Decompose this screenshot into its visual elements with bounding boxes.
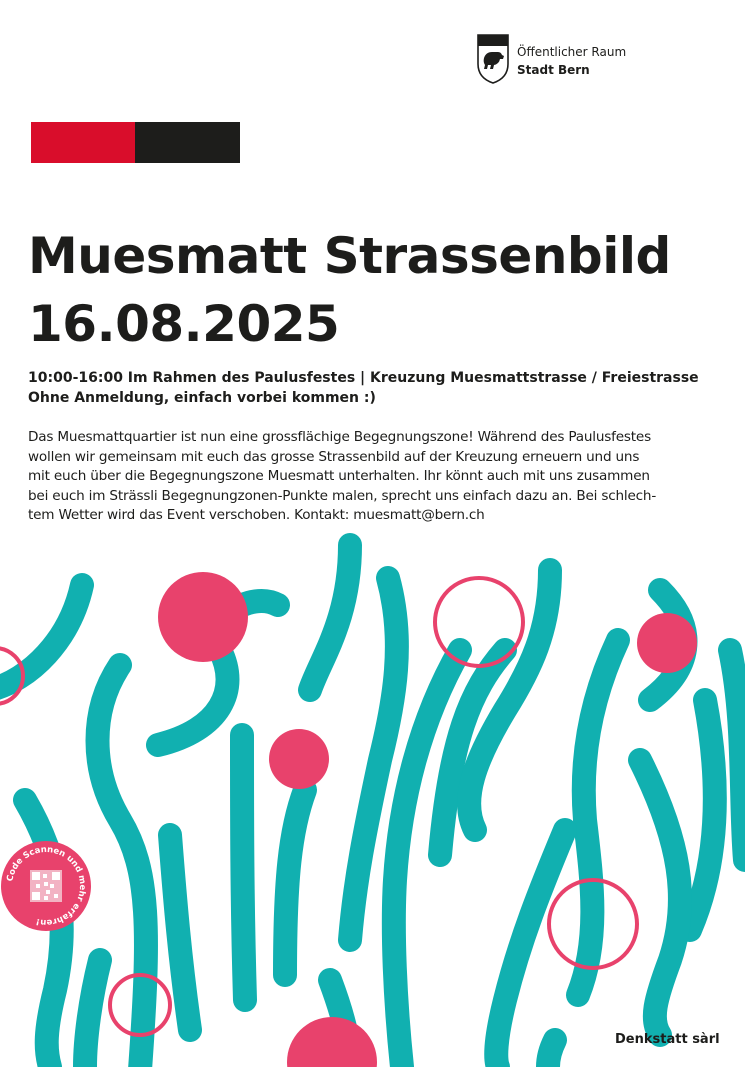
teal-line xyxy=(285,790,305,975)
pink-ring xyxy=(435,578,523,666)
pink-dot xyxy=(269,729,329,789)
qr-badge[interactable] xyxy=(0,840,92,932)
date-line: 16.08.2025 xyxy=(28,295,340,353)
pink-dot xyxy=(287,1017,377,1067)
teal-line xyxy=(578,640,618,995)
teal-line xyxy=(730,650,745,860)
description-line: wollen wir gemeinsam mit euch das grosse Strassenbild auf der Kreuzung erneuern und uns xyxy=(28,448,640,465)
info-line-2: Ohne Anmeldung, einfach vorbei kommen :) xyxy=(28,390,376,406)
description-line: tem Wetter wird das Event verschoben. Kontakt: muesmatt@bern.ch xyxy=(28,507,485,524)
teal-line xyxy=(310,545,350,690)
black-color-bar xyxy=(135,122,240,163)
teal-line xyxy=(242,735,245,1000)
teal-line xyxy=(85,960,100,1067)
qr-badge-text: Code Scannen und mehr erfahren! xyxy=(5,844,88,928)
description-line: mit euch über die Begegnungszone Muesmatt unterhalten. Ihr könnt auch mit uns zusammen xyxy=(28,468,650,485)
teal-line xyxy=(170,835,190,1030)
org-line-2: Stadt Bern xyxy=(517,63,590,77)
qr-code-icon xyxy=(30,870,62,902)
description-line: Das Muesmattquartier ist nun eine grossflächige Begegnungszone! Während des Paulusfestes xyxy=(28,429,651,445)
poster-title xyxy=(28,222,671,358)
teal-line xyxy=(548,1040,555,1067)
teal-line xyxy=(640,760,680,1035)
pink-dot xyxy=(637,613,697,673)
event-info xyxy=(28,368,728,408)
title-line: Muesmatt Strassenbild xyxy=(28,227,671,285)
teal-wavy-lines xyxy=(0,545,745,1067)
info-line-1: 10:00-16:00 Im Rahmen des Paulusfestes | Kreuzung Muesmattstrasse / Freiestrasse xyxy=(28,370,699,386)
red-color-bar xyxy=(31,122,135,163)
stadt-bern-logo xyxy=(477,34,637,84)
description-line: bei euch im Strässli Begegnungzonen-Punkte malen, sprecht uns einfach dazu an. Bei schlech- xyxy=(28,487,657,504)
org-line-1: Öffentlicher Raum xyxy=(517,45,627,59)
pink-dot xyxy=(158,572,248,662)
street-art-pattern xyxy=(0,530,745,1067)
teal-line xyxy=(690,700,715,930)
event-description xyxy=(28,428,718,526)
teal-line xyxy=(98,665,146,1067)
teal-line xyxy=(0,585,82,690)
bern-bear-shield-icon xyxy=(477,34,509,84)
credit-text: Denkstatt sàrl xyxy=(615,1032,720,1047)
